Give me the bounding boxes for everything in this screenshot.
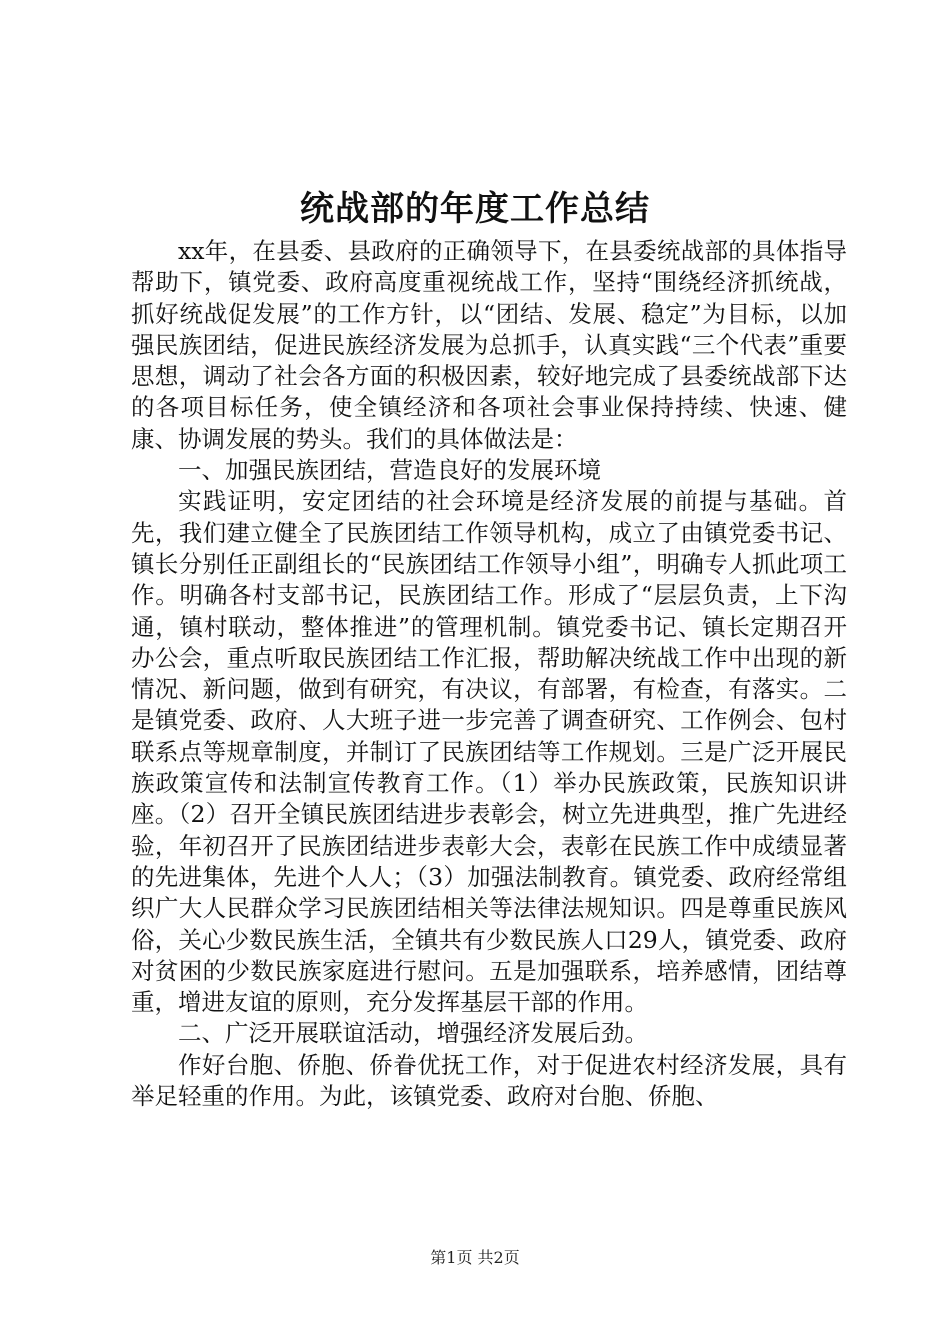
paragraph-section-2: 作好台胞、侨胞、侨眷优抚工作，对于促进农村经济发展，具有举足轻重的作用。为此，该镇党委、政府对台胞、侨胞、 [131, 1050, 847, 1111]
document-body [131, 236, 847, 1112]
section-heading-2: 二、广泛开展联谊活动，增强经济发展后劲。 [178, 1019, 648, 1048]
paragraph-section-1: 实践证明，安定团结的社会环境是经济发展的前提与基础。首先，我们建立健全了民族团结工作领导机构，成立了由镇党委书记、镇长分别任正副组长的“民族团结工作领导小组”，明确专人抓此项工作。明确各村支部书记，民族团结工作。形成了“层层负责，上下沟通，镇村联动，整体推进”的管理机制。镇党委书记、镇长定期召开办公会，重点听取民族团结工作汇报，帮助解决统战工作中出现的新情况、新问题，做到有研究，有决议，有部署，有检查，有落实。二是镇党委、政府、人大班子进一步完善了调查研究、工作例会、包村联系点等规章制度，并制订了民族团结等工作规划。三是广泛开展民族政策宣传和法制宣传教育工作。（1）举办民族政策，民族知识讲座。（2）召开全镇民族团结进步表彰会，树立先进典型，推广先进经验，年初召开了民族团结进步表彰大会，表彰在民族工作中成绩显著的先进集体，先进个人人；（3）加强法制教育。镇党委、政府经常组织广大人民群众学习民族团结相关等法律法规知识。四是尊重民族风俗，关心少数民族生活，全镇共有少数民族人口29人，镇党委、政府对贫困的少数民族家庭进行慰问。五是加强联系，培养感情，团结尊重，增进友谊的原则，充分发挥基层干部的作用。 [131, 487, 847, 1017]
document-title: 统战部的年度工作总结 [300, 189, 650, 229]
paragraph-intro: xx年，在县委、县政府的正确领导下，在县委统战部的具体指导帮助下，镇党委、政府高度重视统战工作，坚持“围绕经济抓统战，抓好统战促发展”的工作方针，以“团结、发展、稳定”为目标，以加强民族团结，促进民族经济发展为总抓手，认真实践“三个代表”重要思想，调动了社会各方面的积极因素，较好地完成了县委统战部下达的各项目标任务，使全镇经济和各项社会事业保持持续、快速、健康、协调发展的势头。我们的具体做法是： [131, 237, 847, 453]
page-number-footer: 第1页 共2页 [430, 1248, 520, 1267]
section-heading-1: 一、加强民族团结，营造良好的发展环境 [178, 456, 601, 485]
